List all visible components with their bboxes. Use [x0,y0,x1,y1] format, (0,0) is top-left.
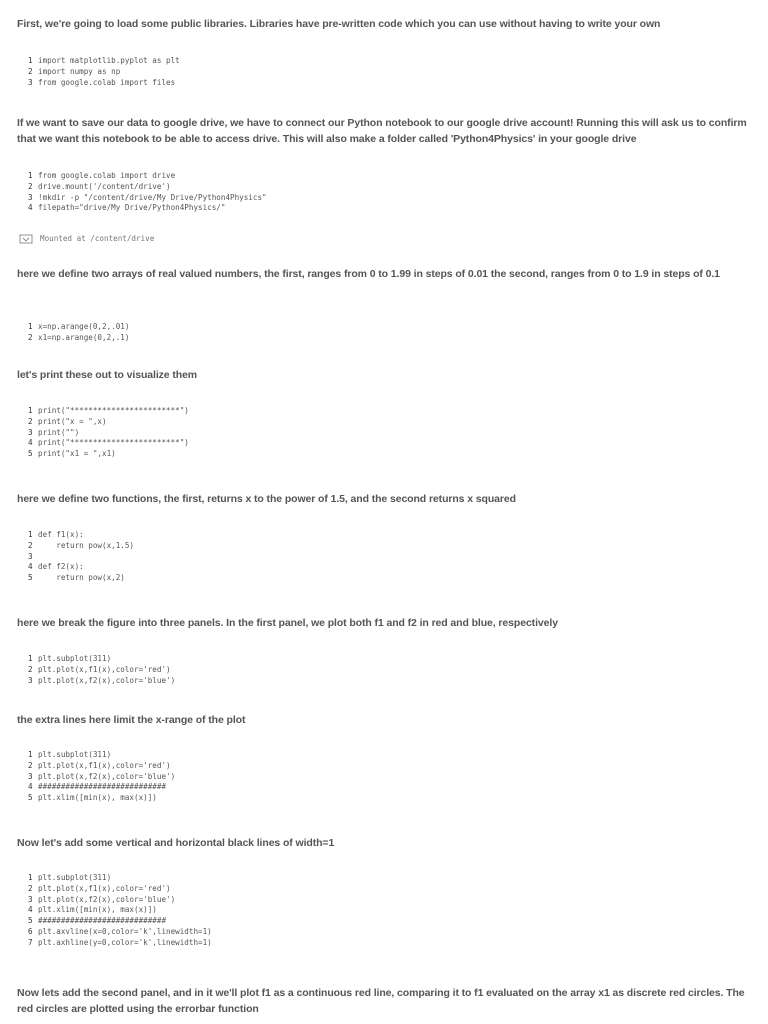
markdown-text: Now let's add some vertical and horizontal black lines of width=1 [17,837,335,849]
markdown-cell [17,836,757,852]
code-line: 3 !mkdir -p "/content/drive/My Drive/Python4Physics" [28,192,267,202]
code-line: 3 plt.plot(x,f2(x),color='blue') [28,771,176,781]
code-line: 4 print("************************") [28,438,189,448]
code-line: 2 x1=np.arange(0,2,.1) [28,332,130,342]
markdown-text: First, we're going to load some public libraries. Libraries have pre-written code which you can use without having to write your own [17,18,661,30]
markdown-text: here we define two functions, the first, returns x to the power of 1.5, and the second returns x squared [17,493,516,505]
code-line: 3 print("") [28,427,80,437]
code-cell[interactable] [28,530,748,584]
code-line: 3 plt.plot(x,f2(x),color='blue') [28,675,176,685]
code-line: 5 ############################ [28,916,167,926]
code-line: 1 print("************************") [28,406,189,415]
markdown-cell [17,986,757,1017]
code-line: 4 plt.xlim([min(x), max(x)]) [28,905,157,915]
markdown-cell [17,616,757,632]
markdown-cell [17,267,757,283]
code-cell[interactable] [28,750,748,804]
code-line: 5 plt.xlim([min(x), max(x)]) [28,793,157,803]
markdown-text: If we want to save our data to google drive, we have to connect our Python notebook to our google drive account! Running this will ask us to confirm that we want this notebook to be able to access drive. This will also make a folder called 'Python4Physics' in your google drive [17,117,747,145]
code-line: 5 return pow(x,2) [28,573,125,583]
code-line: 2 return pow(x,1.5) [28,540,135,550]
markdown-cell [17,492,757,508]
code-line: 2 plt.plot(x,f1(x),color='red') [28,883,171,893]
code-line: 1 x=np.arange(0,2,.01) [28,322,130,331]
markdown-text: here we define two arrays of real valued numbers, the first, ranges from 0 to 1.99 in steps of 0.01 the second, ranges from 0 to 1.9 in steps of 0.1 [17,268,720,280]
markdown-cell [17,116,757,147]
code-line: 1 plt.subplot(311) [28,873,112,882]
code-cell[interactable] [28,322,748,344]
code-line: 5 print("x1 = ",x1) [28,449,116,459]
code-line: 2 plt.plot(x,f1(x),color='red') [28,664,171,674]
code-line: 6 plt.axvline(x=0,color='k',linewidth=1) [28,926,212,936]
code-line: 4 filepath="drive/My Drive/Python4Physics/" [28,203,226,213]
markdown-cell [17,17,757,33]
markdown-text: here we break the figure into three panels. In the first panel, we plot both f1 and f2 in red and blue, respectively [17,617,558,629]
code-line: 2 plt.plot(x,f1(x),color='red') [28,760,171,770]
markdown-text: Now lets add the second panel, and in it we'll plot f1 as a continuous red line, comparing it to f1 evaluated on the array x1 as discrete red circles. The red circles are plotted using the errorbar function [17,987,745,1015]
code-cell[interactable] [28,56,748,88]
code-line: 3 [28,551,33,561]
code-line: 4 def f2(x): [28,562,84,572]
code-line: 3 from google.colab import files [28,77,176,87]
code-cell[interactable] [28,171,748,214]
code-cell[interactable] [28,873,748,949]
output-toggle-icon[interactable] [19,234,33,244]
code-line: 1 plt.subplot(311) [28,750,112,759]
code-cell[interactable] [28,654,748,686]
code-line: 1 def f1(x): [28,530,84,539]
code-line: 1 import matplotlib.pyplot as plt [28,56,180,65]
markdown-text: let's print these out to visualize them [17,369,198,381]
code-line: 3 plt.plot(x,f2(x),color='blue') [28,894,176,904]
code-line: 2 import numpy as np [28,66,121,76]
code-cell[interactable] [28,406,748,460]
markdown-cell [17,713,757,729]
code-line: 1 plt.subplot(311) [28,654,112,663]
markdown-text: the extra lines here limit the x-range of the plot [17,714,246,726]
output-text: Mounted at /content/drive [40,234,155,243]
code-line: 2 drive.mount('/content/drive') [28,181,171,191]
cell-output [19,234,154,244]
code-line: 7 plt.axhline(y=0,color='k',linewidth=1) [28,937,212,947]
code-line: 1 from google.colab import drive [28,171,176,180]
markdown-cell [17,368,757,384]
code-line: 4 ############################ [28,782,167,792]
code-line: 2 print("x = ",x) [28,416,107,426]
